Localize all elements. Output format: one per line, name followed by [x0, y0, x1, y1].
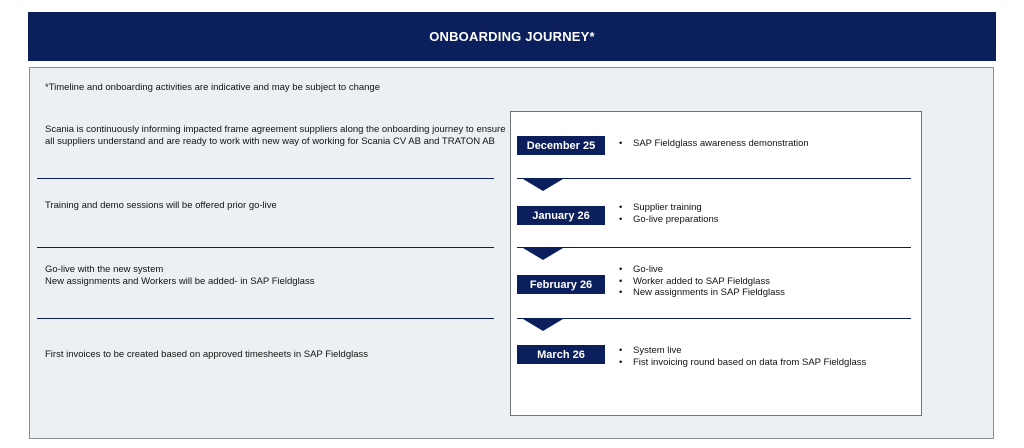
milestone-item: • Fist invoicing round based on data from SAP Fieldglass	[617, 357, 917, 369]
milestone-list-december	[617, 138, 817, 150]
row-divider	[37, 318, 494, 319]
chevron-down-icon	[523, 319, 563, 331]
milestone-item: • SAP Fieldglass awareness demonstration	[617, 138, 817, 150]
page-title: ONBOARDING JOURNEY*	[429, 29, 595, 44]
row-description-december: Scania is continuously informing impacted frame agreement suppliers along the onboarding journey to ensure all suppliers understand and are ready to work with new way of working for Scania CV AB and TRATON AB	[45, 124, 506, 147]
timeline-separator	[517, 247, 911, 248]
date-badge-march-26: March 26	[517, 345, 605, 364]
timeline-separator	[517, 178, 911, 179]
chevron-down-icon	[523, 179, 563, 191]
milestone-list-march	[617, 345, 917, 368]
journey-panel	[29, 67, 994, 439]
milestone-item: • Go-live	[617, 264, 907, 276]
date-badge-february-26: February 26	[517, 275, 605, 294]
row-description-march: First invoices to be created based on approved timesheets in SAP Fieldglass	[45, 349, 368, 360]
milestone-list-january	[617, 202, 907, 225]
row-description-line: New assignments and Workers will be added- in SAP Fieldglass	[45, 276, 315, 287]
date-badge-december-25: December 25	[517, 136, 605, 155]
date-badge-january-26: January 26	[517, 206, 605, 225]
timeline-box	[510, 111, 922, 416]
row-description-line: Go-live with the new system	[45, 264, 164, 275]
title-banner	[28, 12, 996, 61]
milestone-item: • New assignments in SAP Fieldglass	[617, 287, 907, 299]
milestone-item: • Go-live preparations	[617, 214, 907, 226]
milestone-item: • System live	[617, 345, 917, 357]
chevron-down-icon	[523, 248, 563, 260]
milestone-item: • Supplier training	[617, 202, 907, 214]
row-divider	[37, 247, 494, 248]
row-description-february	[45, 264, 500, 288]
milestone-list-february	[617, 264, 907, 299]
timeline-separator	[517, 318, 911, 319]
row-divider	[37, 178, 494, 179]
milestone-item: • Worker added to SAP Fieldglass	[617, 276, 907, 288]
row-description-january: Training and demo sessions will be offered prior go-live	[45, 200, 277, 211]
disclaimer-note: *Timeline and onboarding activities are indicative and may be subject to change	[45, 82, 380, 93]
